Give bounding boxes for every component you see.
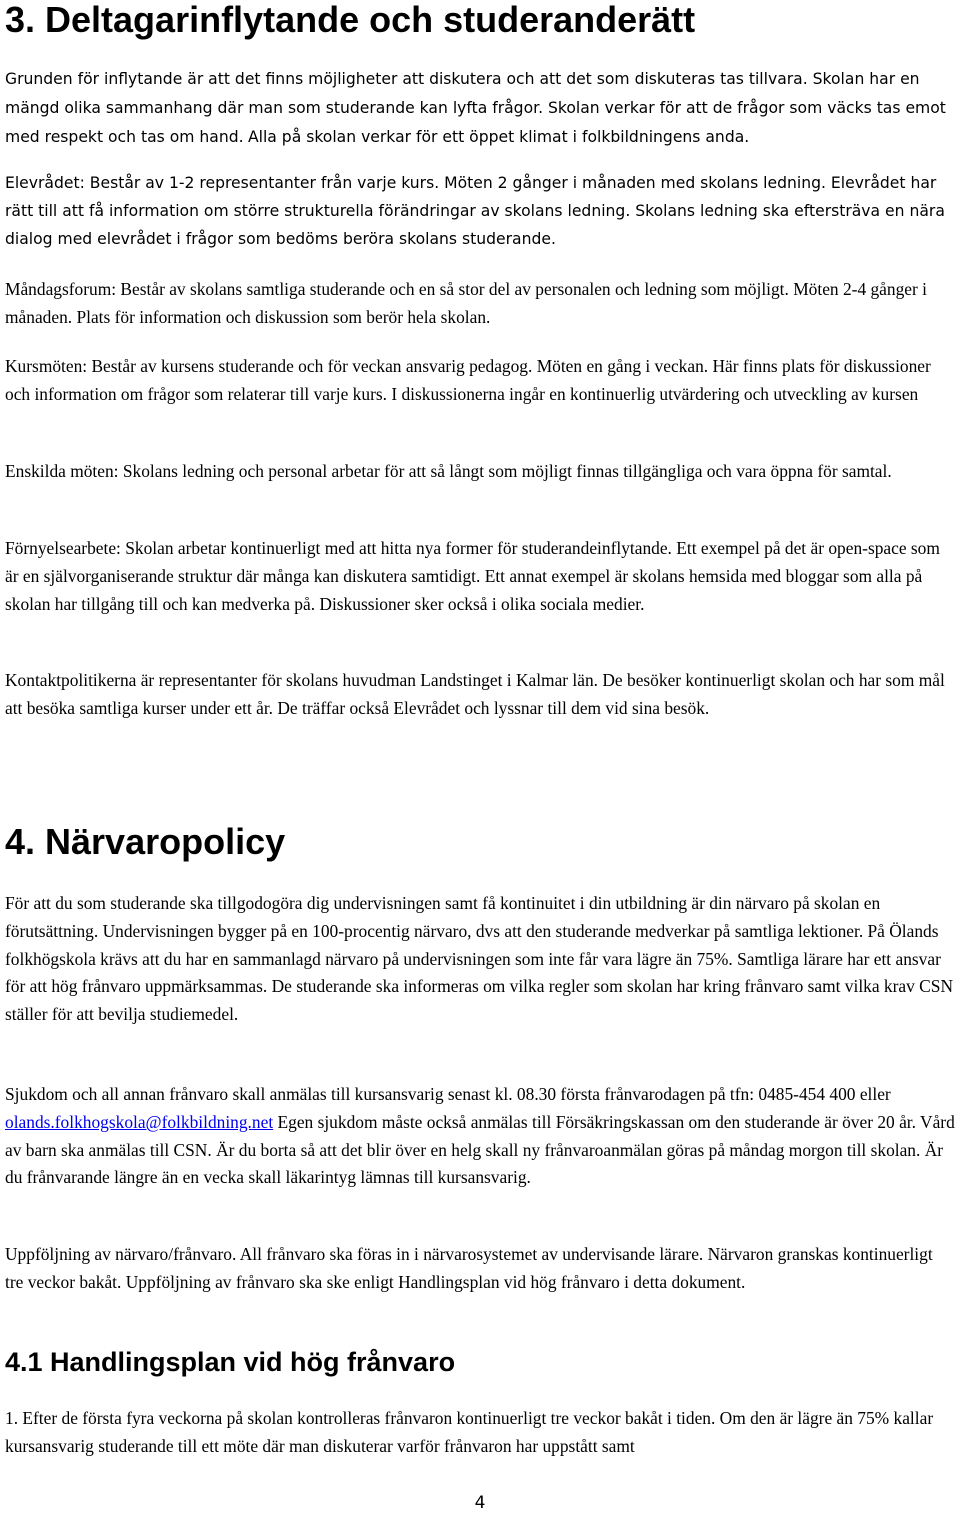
section-4-1-heading: 4.1 Handlingsplan vid hög frånvaro xyxy=(5,1347,456,1377)
intro-text-b: Alla på skolan verkar för ett öppet klimat i folkbildningens anda. xyxy=(247,127,750,146)
anmalan-text-before: Sjukdom och all annan frånvaro skall anmälas till kursansvarig senast kl. 08.30 första frånvarodagen på tfn: 0485-454 400 eller xyxy=(5,1084,891,1104)
uppfoljning-paragraph: Uppföljning av närvaro/frånvaro. All frånvaro ska föras in i närvarosystemet av undervisande lärare. Närvaron granskas kontinuerligt tre veckor bakåt. Uppföljning av frånvaro ska ske enligt Handlingsplan vid hög frånvaro i detta dokument. xyxy=(5,1244,933,1292)
mandagsforum-paragraph: Måndagsforum: Består av skolans samtliga studerande och en så stor del av personalen och ledning som möjligt. Möten 2-4 gånger i månaden. Plats för information och diskussion som berör hela skolan. xyxy=(5,279,927,327)
section-4-heading: 4. Närvaropolicy xyxy=(5,821,286,862)
elevradet-paragraph xyxy=(5,170,955,253)
franvaro-anmalan-paragraph xyxy=(5,1081,955,1192)
section-3-heading: 3. Deltagarinflytande och studeranderätt xyxy=(5,0,696,40)
handlingsplan-paragraph: 1. Efter de första fyra veckorna på skolan kontrolleras frånvaron kontinuerligt tre veckor bakåt i tiden. Om den är lägre än 75% kallar kursansvarig studerande till ett möte där man diskuterar varför frånvaron har uppstått samt xyxy=(5,1408,934,1456)
enskilda-moten-paragraph: Enskilda möten: Skolans ledning och personal arbetar för att så långt som möjligt finnas tillgängliga och vara öppna för samtal. xyxy=(5,461,892,481)
intro-text-a: Grunden för inflytande är att det finns möjligheter att diskutera och att det som diskuteras tas tillvara. Skolan har en mängd olika sammanhang där man som studerande kan lyfta frågor. Skolan verkar för att de frågor som väcks tas emot med respekt och tas om hand. xyxy=(5,70,946,146)
kontaktpolitiker-paragraph: Kontaktpolitikerna är representanter för skolans huvudman Landstinget i Kalmar län. De besöker kontinuerligt skolan och har som mål att besöka samtliga kurser under ett år. De träffar också Elevrådet och lyssnar till dem vid sina besök. xyxy=(5,670,945,718)
email-link[interactable]: olands.folkhogskola@folkbildning.net xyxy=(5,1111,274,1132)
section-3-intro xyxy=(5,65,955,151)
page-number: 4 xyxy=(474,1493,486,1513)
fornyelsearbete-paragraph: Förnyelsearbete: Skolan arbetar kontinuerligt med att hitta nya former för studerandeinflytande. Ett exempel på det är open-space som är en självorganiserande struktur där många kan diskutera samtidigt. Ett annat exempel är skolans hemsida med bloggar som alla på skolan har tillgång till och kan medverka på. Diskussioner sker också i olika sociala medier. xyxy=(5,538,940,614)
elevradet-text: Elevrådet: Består av 1-2 representanter från varje kurs. Möten 2 gånger i månaden med skolans ledning. Elevrådet har rätt till att få information om större strukturella förändringar av skolans ledning. Skolans ledning ska eftersträva en nära dialog med elevrådet i frågor som bedöms beröra skolans studerande. xyxy=(5,174,945,248)
narvaro-paragraph-1: För att du som studerande ska tillgodogöra dig undervisningen samt få kontinuitet i din utbildning är din närvaro på skolan en förutsättning. Undervisningen bygger på en 100-procentig närvaro, dvs att den studerande medverkar på samtliga lektioner. På Ölands folkhögskola krävs att du har en sammanlagd närvaro på undervisningen som inte får vara lägre än 75%. Samtliga lärare har ett ansvar för att hög frånvaro uppmärksammas. De studerande ska informeras om vilka regler som skolan har kring frånvaro samt vilka krav CSN ställer för att bevilja studiemedel. xyxy=(5,893,954,1025)
kursmoten-paragraph: Kursmöten: Består av kursens studerande och för veckan ansvarig pedagog. Möten en gång i veckan. Här finns plats för diskussioner och information om frågor som relaterar till varje kurs. I diskussionerna ingår en kontinuerlig utvärdering och utveckling av kursen xyxy=(5,356,931,404)
anmalan-text-after: Egen sjukdom måste också anmälas till Försäkringskassan om den studerande är över 20 år. Vård av barn ska anmälas till CSN. Är du borta så att det blir över en helg skall ny frånvaroanmälan göras på måndag morgon till skolan. Är du frånvarande längre än en vecka skall läkarintyg lämnas till kursansvarig. xyxy=(5,1111,955,1188)
